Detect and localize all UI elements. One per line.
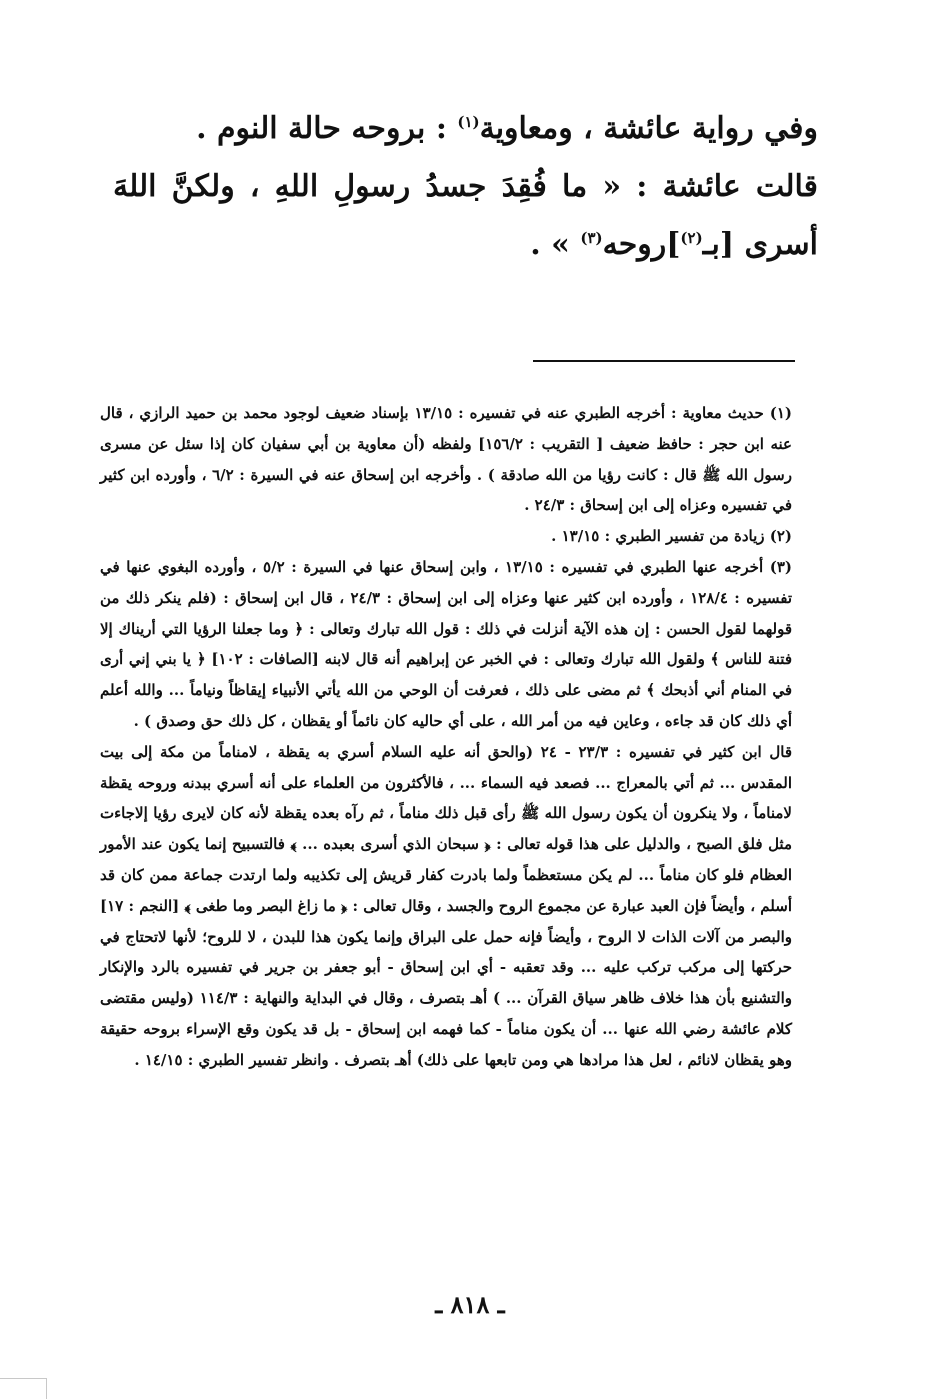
footnote-divider xyxy=(533,360,795,362)
page-number: ـ ٨١٨ ـ xyxy=(435,1290,505,1319)
bracket-open: [بـ xyxy=(702,227,735,262)
main-line-1-rest: : بروحه حالة النوم . xyxy=(196,111,458,146)
main-line-1: وفي رواية عائشة ، ومعاوية xyxy=(479,111,818,146)
main-text-block xyxy=(113,100,818,274)
main-paragraph-2 xyxy=(113,158,818,274)
main-paragraph-1 xyxy=(113,100,818,158)
main-line-3-close: » . xyxy=(530,227,581,262)
footnotes-block xyxy=(100,398,792,1076)
footnote-2: (٢) زيادة من تفسير الطبري : ١٣/١٥ . xyxy=(551,527,792,546)
footnote-ref-2: (٢) xyxy=(680,229,703,247)
footnote-3: (٣) أخرجه عنها الطبري في تفسيره : ١٣/١٥ ، وابن إسحاق عنها في السيرة : ٥/٢ ، وأورده البغوي عنها في تفسيره : ١٢٨/٤ ، وأورده ابن كثير عنها وعزاه إلى ابن إسحاق : ٢٤/٣ ، قال ابن إسحاق : (فلم ينكر ذلك من قولهما لقول الحسن : إن هذه الآية أنزلت في ذلك : قول الله تبارك وتعالى : ﴿ وما جعلنا الرؤيا التي أريناك إلا فتنة للناس ﴾ ولقول الله تبارك وتعالى : في الخبر عن إبراهيم أنه قال لابنه [الصافات : ١٠٢] ﴿ يا بني إني أرى في المنام أني أذبحك ﴾ ثم مضى على ذلك ، فعرفت أن الوحي من الله يأتي الأنبياء إيقاظاً ونياماً ... والله أعلم أي ذلك كان قد جاءه ، وعاين فيه من أمر الله ، على أي حاليه كان نائماً أو يقظان ، كل ذلك حق وصدق ) . xyxy=(100,557,792,730)
footnote-ref-3: (٣) xyxy=(580,229,603,247)
footnote-3-continued: قال ابن كثير في تفسيره : ٢٣/٣ - ٢٤ (والحق أنه عليه السلام أسري به يقظة ، لامناماً من مكة إلى بيت المقدس ... ثم أتي بالمعراج ... فصعد فيه السماء ... ، فالأكثرون من العلماء على أنه أسري ببدنه وروحه يقظة لامناماً ، ولا ينكرون أن يكون رسول الله ﷺ رأى قبل ذلك مناماً ، ثم رآه بعده يقظة لأنه كان لايرى رؤيا إلاجاءت مثل فلق الصبح ، والدليل على هذا قوله تعالى : ﴿ سبحان الذي أسرى بعبده ... ﴾ فالتسبيح إنما يكون عند الأمور العظام فلو كان مناماً ... لم يكن مستعظماً ولما بادرت كفار قريش إلى تكذيبه ولما ارتدت جماعة ممن كان قد أسلم ، وأيضاً فإن العبد عبارة عن مجموع الروح والجسد ، وقال تعالى : ﴿ ما زاغ البصر وما طغى ﴾ [النجم : ١٧] والبصر من آلات الذات لا الروح ، وأيضاً فإنه حمل على البراق وإنما يكون هذا للبدن ، لا للروح؛ لأنها لاتحتاج في حركتها إلى مركب تركب عليه ... وقد تعقبه - أي ابن إسحاق - أبو جعفر بن جرير في تفسيره بالرد والإنكار والتشنيع بأن هذا خلاف ظاهر سياق القرآن ... ) أهـ بتصرف ، وقال في البداية والنهاية : ١١٤/٣ (وليس مقتضى كلام عائشة رضي الله عنها ... أن يكون مناماً - كما فهمه ابن إسحاق - بل قد يكون وقع الإسراء بروحه حقيقة وهو يقظان لانائم ، لعل هذا مرادها هي ومن تابعها على ذلك) أهـ بتصرف . وانظر تفسير الطبري : ١٤/١٥ . xyxy=(100,742,793,1069)
main-line-3: ]روحه xyxy=(602,227,681,262)
footnote-ref-1: (١) xyxy=(457,113,480,131)
main-line-2: قالت عائشة : « ما فُقِدَ جسدُ رسولِ اللهِ ، ولكنَّ اللهَ أسرى xyxy=(113,169,818,262)
footnote-1: (١) حديث معاوية : أخرجه الطبري عنه في تفسيره : ١٣/١٥ بإسناد ضعيف لوجود محمد بن حميد الرازي ، قال عنه ابن حجر : حافظ ضعيف [ التقريب : ١٥٦/٢] ولفظه (أن معاوية بن أبي سفيان كان إذا سئل عن مسرى رسول الله ﷺ قال : كانت رؤيا من الله صادقة ) . وأخرجه ابن إسحاق عنه في السيرة : ٦/٢ ، وأورده ابن كثير في تفسيره وعزاه إلى ابن إسحاق : ٢٤/٣ . xyxy=(100,404,793,515)
scan-corner-mark xyxy=(0,1378,47,1399)
